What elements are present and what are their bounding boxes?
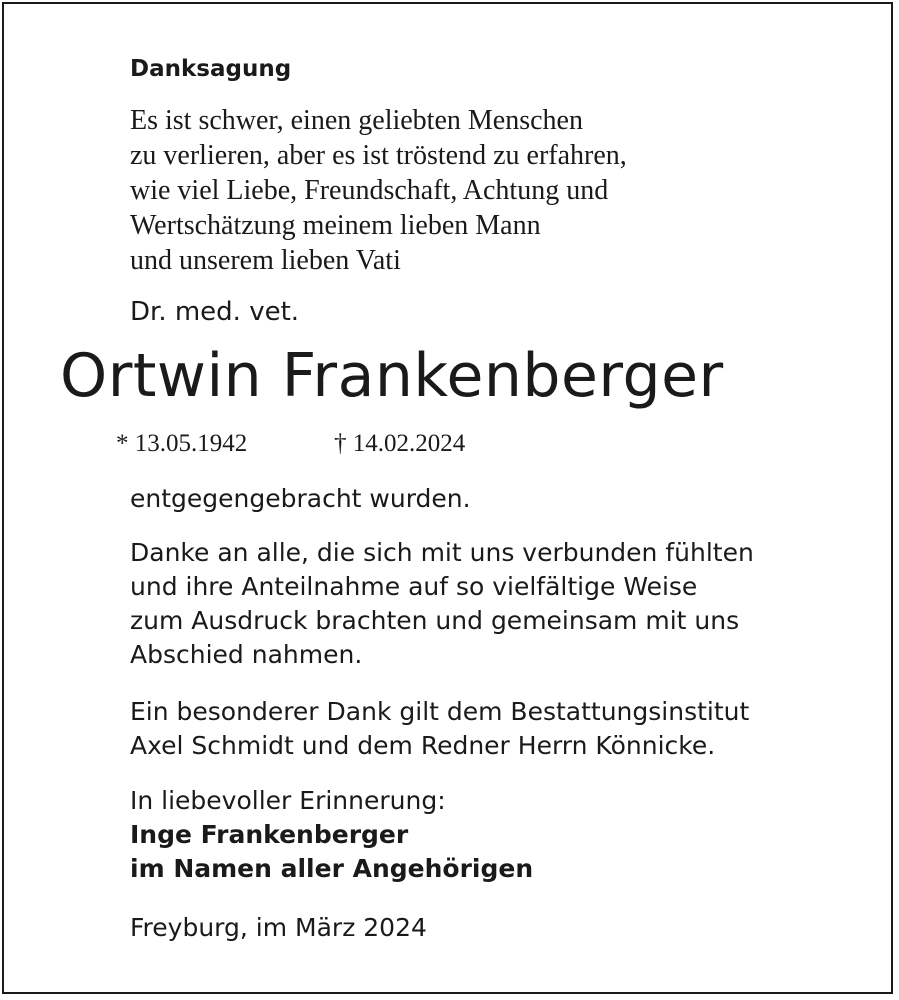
thanks-line: Abschied nahmen. <box>130 640 363 669</box>
intro-line: zu verlieren, aber es ist tröstend zu erfahren, <box>130 140 627 171</box>
birth-date: * 13.05.1942 <box>116 430 248 457</box>
thanks-paragraph <box>130 536 754 672</box>
special-thanks-paragraph <box>130 695 749 763</box>
signature-group: im Namen aller Angehörigen <box>130 854 534 883</box>
intro-text <box>130 103 627 278</box>
intro-line: wie viel Liebe, Freundschaft, Achtung und <box>130 175 609 206</box>
death-date: † 14.02.2024 <box>334 430 466 457</box>
intro-line: Wertschätzung meinem lieben Mann <box>130 210 541 241</box>
thanks-line: zum Ausdruck brachten und gemeinsam mit uns <box>130 606 740 635</box>
special-thanks-line: Ein besonderer Dank gilt dem Bestattungsinstitut <box>130 697 750 726</box>
continuation-line: entgegengebracht wurden. <box>130 484 471 513</box>
signature-intro: In liebevoller Erinnerung: <box>130 786 446 815</box>
notice-heading: Danksagung <box>130 56 292 82</box>
place-date-line: Freyburg, im März 2024 <box>130 913 427 942</box>
deceased-name: Ortwin Frankenberger <box>60 341 724 411</box>
special-thanks-line: Axel Schmidt und dem Redner Herrn Könnicke. <box>130 731 716 760</box>
signature-block <box>130 784 533 886</box>
signature-name: Inge Frankenberger <box>130 820 409 849</box>
continuation-text <box>130 482 471 516</box>
place-date <box>130 911 427 945</box>
thanks-line: und ihre Anteilnahme auf so vielfältige Weise <box>130 572 698 601</box>
intro-line: Es ist schwer, einen geliebten Menschen <box>130 105 583 136</box>
intro-line: und unserem lieben Vati <box>130 245 401 276</box>
thanks-line: Danke an alle, die sich mit uns verbunden fühlten <box>130 538 754 567</box>
deceased-title: Dr. med. vet. <box>130 297 300 327</box>
